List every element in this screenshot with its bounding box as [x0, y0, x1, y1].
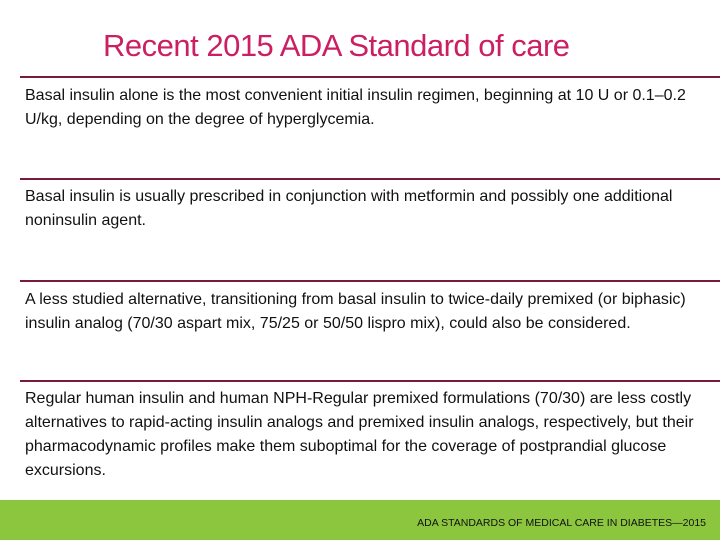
- list-item: Regular human insulin and human NPH-Regular premixed formulations (70/30) are less costly alternatives to rapid-acting insulin analogs and premixed insulin analogs, respectively, but their pharmacodynamic profiles make them suboptimal for the coverage of postprandial glucose excursions.: [25, 390, 694, 479]
- list-item: Basal insulin alone is the most convenient initial insulin regimen, beginning at 10 U or 0.1–0.2 U/kg, depending on the degree of hyperglycemia.: [25, 87, 686, 128]
- footer-citation: ADA STANDARDS OF MEDICAL CARE IN DIABETES—2015: [417, 517, 706, 529]
- divider-rule: [20, 280, 720, 282]
- divider-rule: [20, 380, 720, 382]
- list-item: A less studied alternative, transitioning from basal insulin to twice-daily premixed (or biphasic) insulin analog (70/30 aspart mix, 75/25 or 50/50 lispro mix), could also be considered.: [25, 291, 686, 332]
- slide-title: Recent 2015 ADA Standard of care: [103, 28, 570, 63]
- divider-rule: [20, 76, 720, 78]
- divider-rule: [20, 178, 720, 180]
- list-item: Basal insulin is usually prescribed in conjunction with metformin and possibly one additional noninsulin agent.: [25, 188, 673, 229]
